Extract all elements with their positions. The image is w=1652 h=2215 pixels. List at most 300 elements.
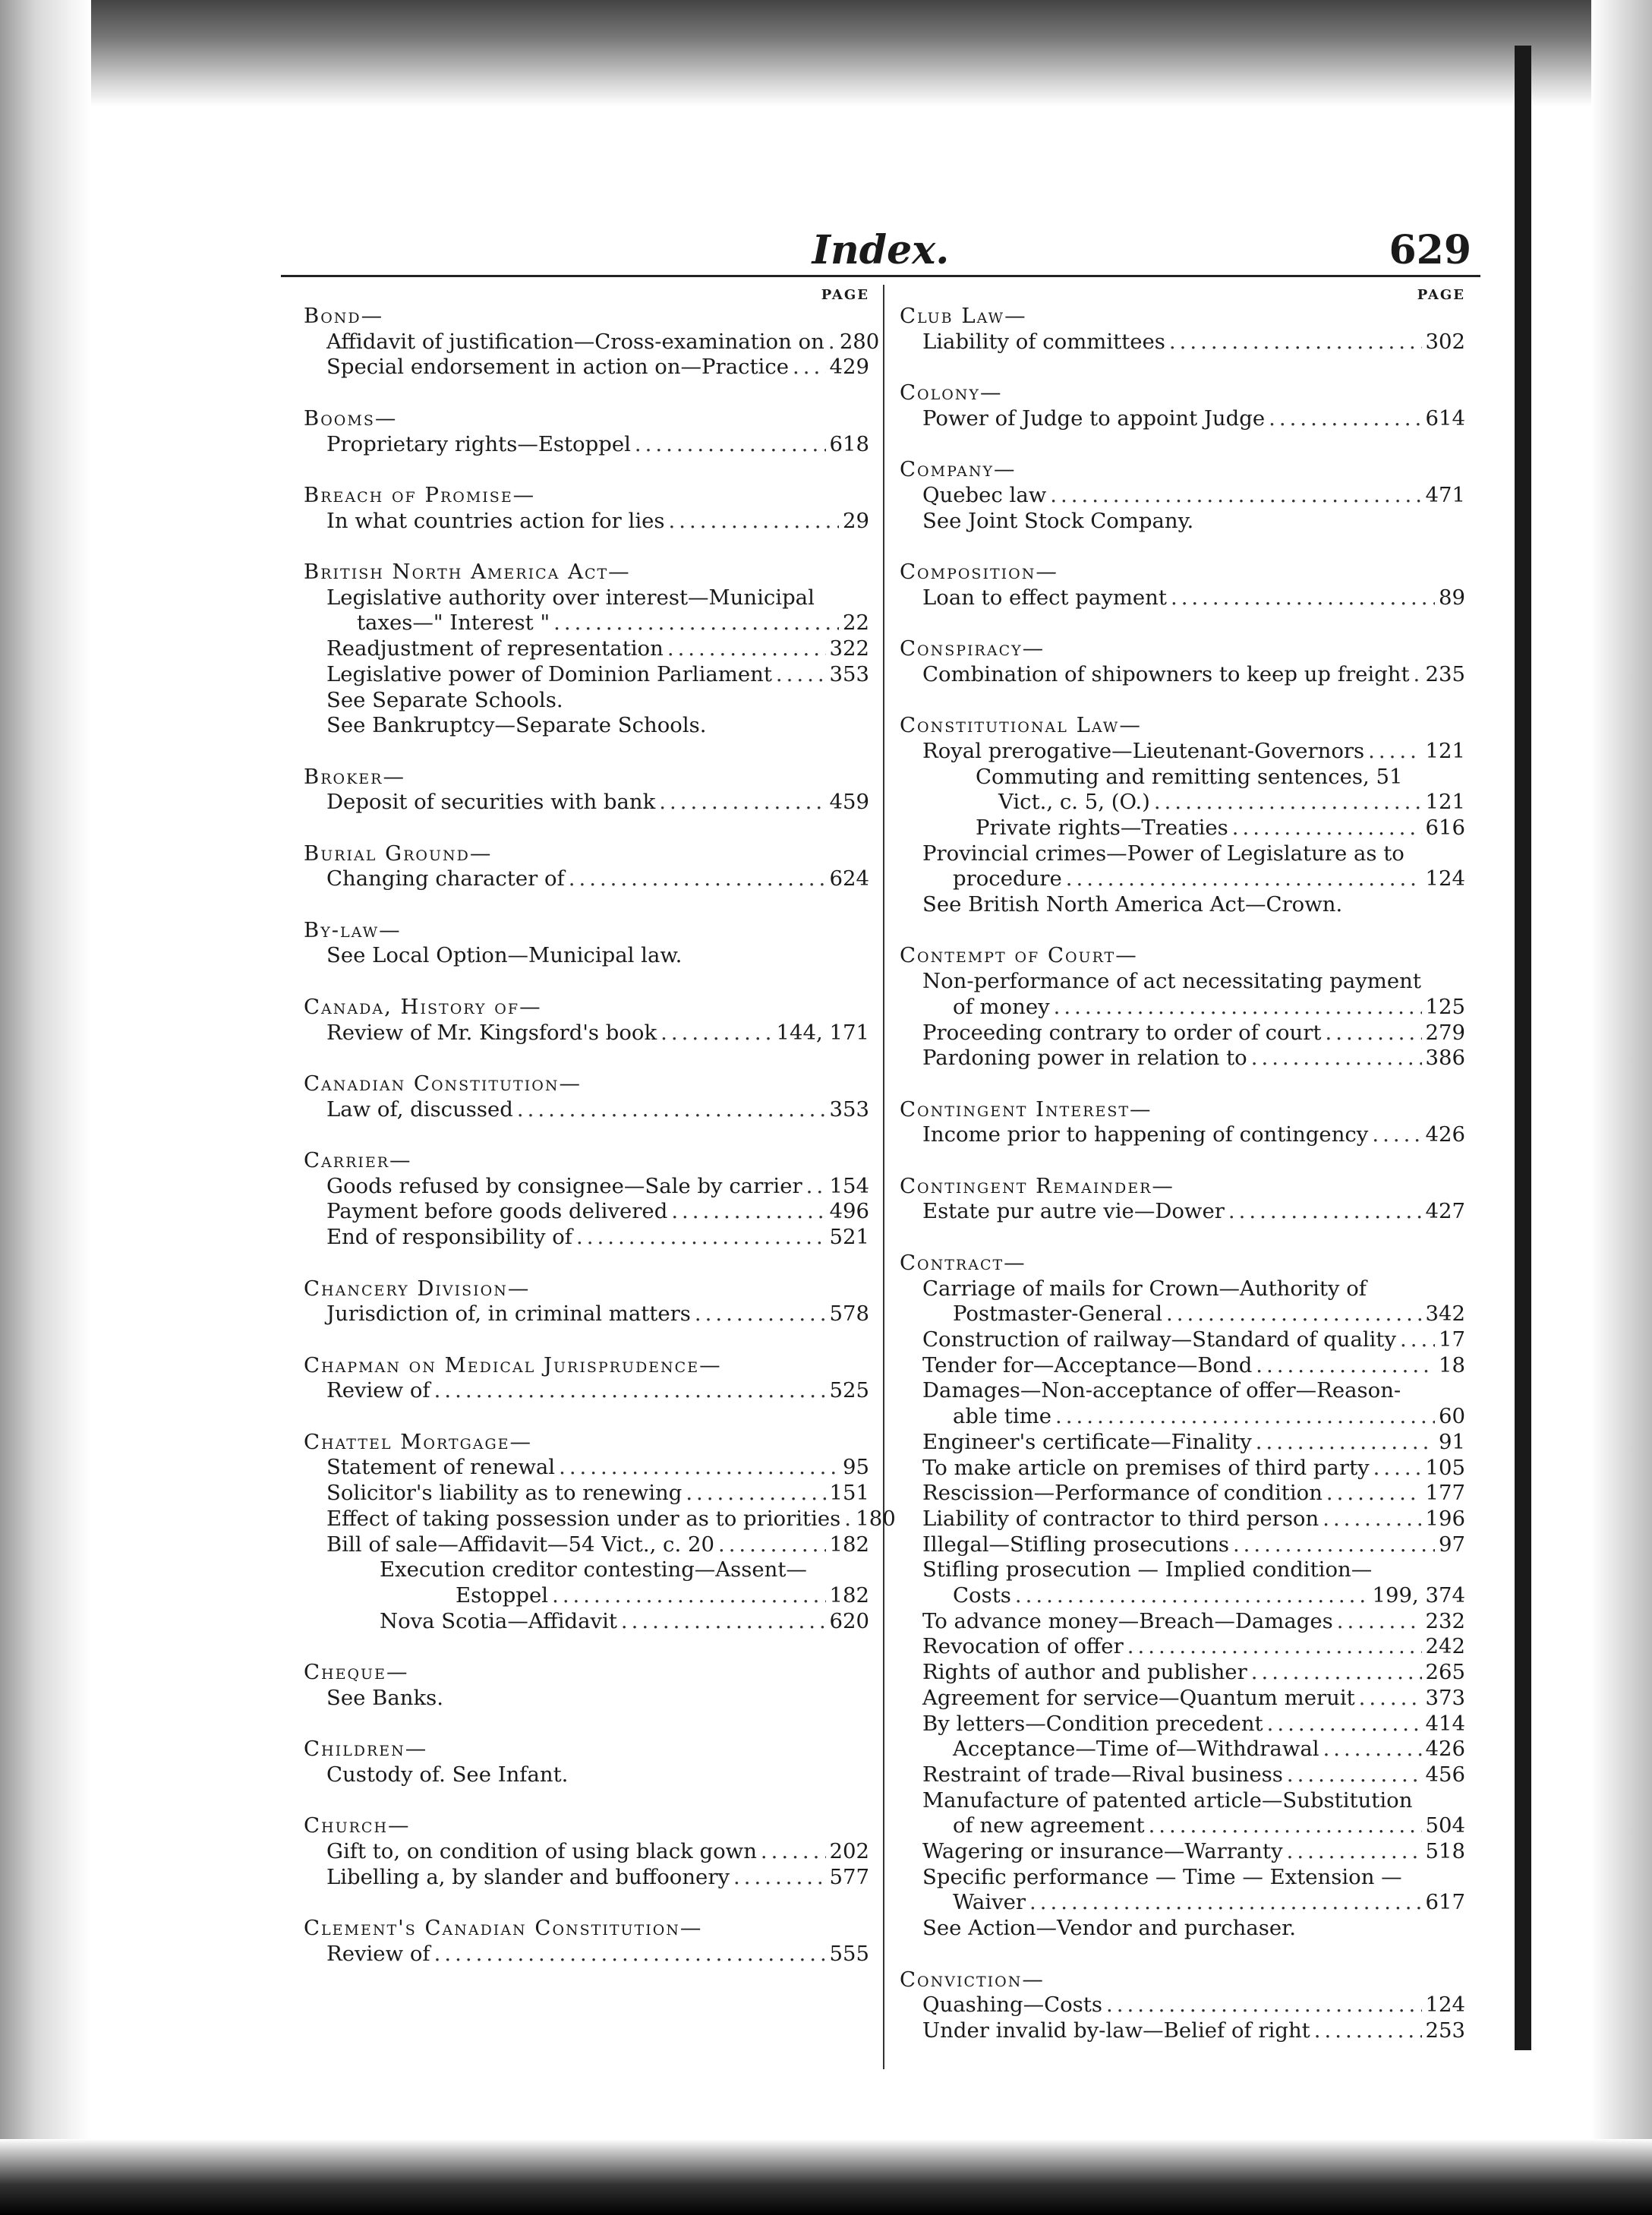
index-line — [304, 1481, 869, 1507]
index-entry — [304, 995, 869, 1046]
index-entry — [900, 304, 1465, 355]
entry-spacer — [900, 1148, 1465, 1174]
index-page-ref: 151 — [829, 1481, 869, 1506]
index-heading: Breach of Promise— — [304, 482, 536, 507]
index-page-ref: 504 — [1425, 1813, 1465, 1838]
index-entry — [304, 1071, 869, 1122]
dot-leader — [1323, 1507, 1421, 1532]
index-line — [900, 330, 1465, 355]
dot-leader — [1171, 585, 1435, 611]
index-page-ref: 202 — [829, 1838, 869, 1863]
index-entry — [304, 406, 869, 457]
index-page-ref: 518 — [1425, 1839, 1465, 1864]
index-page-ref: 456 — [1425, 1762, 1465, 1787]
index-page-ref: 426 — [1425, 1737, 1465, 1762]
dot-leader — [1325, 1021, 1421, 1046]
index-line-text: Costs — [953, 1583, 1011, 1608]
index-line — [900, 892, 1465, 918]
index-line — [304, 1378, 869, 1404]
index-line — [900, 790, 1465, 816]
dot-leader — [1372, 1122, 1421, 1148]
index-page-ref: 265 — [1425, 1660, 1465, 1685]
book-spine-shadow — [1515, 46, 1531, 2050]
index-line-text: Nova Scotia—Affidavit — [380, 1608, 617, 1633]
entry-spacer — [304, 1634, 869, 1660]
index-line-text: Solicitor's liability as to renewing — [326, 1481, 683, 1506]
scan-edge-right — [1591, 0, 1652, 2215]
index-line-text: Bill of sale—Affidavit—54 Vict., c. 20 — [326, 1532, 714, 1557]
index-line — [900, 662, 1465, 688]
index-line-text: Review of — [326, 1378, 430, 1403]
index-line-text: End of responsibility of — [326, 1225, 572, 1250]
index-line-text: To make article on premises of third party — [922, 1455, 1370, 1480]
dot-leader — [686, 1481, 825, 1507]
index-line-text: Special endorsement in action on—Practice — [326, 355, 790, 380]
dot-leader — [1166, 1302, 1421, 1327]
entry-spacer — [304, 534, 869, 560]
index-line-text: Construction of railway—Standard of quality — [922, 1327, 1397, 1352]
index-heading: Contempt of Court— — [900, 943, 1138, 968]
index-line — [900, 765, 1465, 790]
index-line-text: See Joint Stock Company. — [922, 508, 1194, 533]
index-line-text: Liability of contractor to third person — [922, 1506, 1319, 1531]
scan-edge-bottom — [0, 2139, 1652, 2215]
index-line — [900, 1788, 1465, 1814]
index-line-text: By letters—Condition precedent — [922, 1711, 1263, 1736]
index-line — [304, 509, 869, 535]
index-line — [900, 1532, 1465, 1558]
index-line-text: Royal prerogative—Lieutenant-Governors — [922, 738, 1365, 763]
left-entries — [304, 304, 896, 1967]
index-line-text: Vict., c. 5, (O.) — [998, 790, 1150, 815]
index-line-text: See British North America Act—Crown. — [922, 892, 1343, 917]
index-line-text: Review of — [326, 1941, 430, 1966]
index-line-text: Waiver — [953, 1890, 1026, 1915]
index-entry — [304, 1916, 869, 1967]
index-entry — [900, 1097, 1465, 1148]
index-heading: Children— — [304, 1737, 428, 1762]
index-line — [304, 1686, 869, 1712]
index-line-text: Manufacture of patented article—Substitution — [922, 1787, 1413, 1813]
index-heading: Company— — [900, 457, 1017, 482]
index-page-ref: 121 — [1425, 790, 1465, 815]
index-line-text: Loan to effect payment — [922, 585, 1167, 610]
index-heading: Contract— — [900, 1250, 1026, 1275]
index-line — [900, 1122, 1465, 1148]
dot-leader — [552, 1583, 825, 1609]
index-line-text: Readjustment of representation — [326, 636, 664, 661]
index-page-ref: 373 — [1425, 1685, 1465, 1710]
dot-leader — [569, 866, 826, 892]
index-heading: British North America Act— — [304, 559, 631, 584]
index-page-ref: 22 — [843, 611, 869, 636]
index-page-ref: 617 — [1425, 1890, 1465, 1915]
index-line-text: Review of Mr. Kingsford's book — [326, 1020, 657, 1045]
index-line-text: Estoppel — [456, 1582, 549, 1608]
entry-spacer — [900, 355, 1465, 380]
entry-spacer — [304, 739, 869, 765]
index-heading: Contingent Interest— — [900, 1096, 1152, 1122]
index-line-text: See Separate Schools. — [326, 687, 563, 712]
dot-leader — [1256, 1353, 1435, 1379]
index-line-text: Power of Judge to appoint Judge — [922, 405, 1266, 431]
entry-spacer — [304, 1711, 869, 1737]
index-entry — [304, 918, 869, 969]
index-line — [900, 1302, 1465, 1327]
index-line-text: Legislative power of Dominion Parliament — [326, 661, 772, 686]
entry-spacer — [304, 816, 869, 841]
index-page-ref: 616 — [1425, 815, 1465, 840]
entry-spacer — [900, 1942, 1465, 1967]
page-column-label: PAGE — [821, 287, 869, 303]
index-page-ref: 17 — [1439, 1327, 1465, 1352]
dot-leader — [733, 1865, 826, 1891]
dot-leader — [1106, 1993, 1422, 2018]
index-line-text: Specific performance — Time — Extension — — [922, 1864, 1402, 1889]
index-line-text: Under invalid by-law—Belief of right — [922, 2018, 1310, 2043]
index-line-text: Tender for—Acceptance—Bond — [922, 1352, 1253, 1377]
scan-edge-left — [0, 0, 91, 2215]
dot-leader — [1066, 866, 1422, 892]
index-line — [304, 1174, 869, 1200]
entry-spacer — [304, 1251, 869, 1276]
index-entry — [304, 1660, 869, 1711]
dot-leader — [1251, 1046, 1422, 1071]
dot-leader — [1267, 1712, 1422, 1737]
index-page-ref: 386 — [1425, 1046, 1465, 1071]
index-page-ref: 342 — [1425, 1302, 1465, 1327]
index-page-ref: 322 — [829, 636, 869, 661]
index-page-ref: 242 — [1425, 1634, 1465, 1659]
dot-leader — [776, 662, 826, 688]
index-heading: Broker— — [304, 764, 405, 789]
dot-leader — [671, 1199, 825, 1225]
index-line-text: Proprietary rights—Estoppel — [326, 431, 631, 456]
index-line — [900, 1021, 1465, 1046]
scan-edge-top — [91, 0, 1591, 106]
index-line — [900, 1404, 1465, 1430]
entry-spacer — [900, 1225, 1465, 1251]
index-line-text: Law of, discussed — [326, 1096, 513, 1122]
index-line — [900, 1609, 1465, 1635]
index-page-ref: 521 — [829, 1225, 869, 1250]
index-line — [900, 1916, 1465, 1942]
index-line-text: Liability of committees — [922, 329, 1165, 354]
index-entry — [900, 560, 1465, 611]
index-column-left — [304, 287, 896, 1967]
index-page-ref: 614 — [1425, 405, 1465, 431]
dot-leader — [621, 1609, 826, 1635]
index-heading: Canadian Constitution— — [304, 1071, 582, 1096]
index-page-ref: 180 — [856, 1506, 896, 1531]
index-line-text: See Bankruptcy—Separate Schools. — [326, 713, 707, 738]
index-heading: Constitutional Law— — [900, 713, 1142, 738]
index-page-ref: 124 — [1425, 1993, 1465, 2018]
dot-leader — [1287, 1839, 1422, 1865]
page-header — [281, 224, 1480, 277]
index-line-text: taxes—" Interest " — [357, 611, 550, 636]
index-heading: Canada, History of— — [304, 994, 542, 1019]
dot-leader — [1127, 1634, 1422, 1660]
index-heading: Cheque— — [304, 1660, 409, 1685]
index-line-text: Carriage of mails for Crown—Authority of — [922, 1276, 1367, 1301]
index-page-ref: 353 — [829, 661, 869, 686]
index-line-text: Agreement for service—Quantum meruit — [922, 1685, 1355, 1710]
index-heading: Bond— — [304, 304, 384, 328]
index-page-ref: 182 — [829, 1532, 869, 1557]
index-heading: Church— — [304, 1813, 411, 1838]
dot-leader — [553, 611, 839, 636]
index-line-text: of new agreement — [953, 1813, 1145, 1838]
index-line — [304, 636, 869, 662]
dot-leader — [559, 1455, 839, 1481]
dot-leader — [1228, 1199, 1422, 1225]
index-line — [900, 969, 1465, 995]
index-line — [304, 713, 869, 739]
index-line — [304, 1583, 869, 1609]
index-page-ref: 496 — [829, 1199, 869, 1224]
dot-leader — [1287, 1762, 1422, 1788]
index-line — [900, 1737, 1465, 1762]
index-entry — [900, 713, 1465, 918]
index-page-ref: 427 — [1425, 1199, 1465, 1224]
index-heading: Conspiracy— — [900, 636, 1045, 661]
index-entry — [900, 1251, 1465, 1942]
index-line — [900, 1634, 1465, 1660]
index-line — [900, 995, 1465, 1021]
index-line-text: Private rights—Treaties — [976, 815, 1228, 840]
index-entry — [900, 636, 1465, 687]
index-line-text: Effect of taking possession under as to priorities — [326, 1506, 841, 1531]
index-line — [304, 1865, 869, 1891]
index-line — [304, 611, 869, 636]
index-line — [304, 866, 869, 892]
index-line — [304, 1762, 869, 1788]
index-line-text: Pardoning power in relation to — [922, 1046, 1247, 1071]
dot-leader — [1359, 1686, 1422, 1712]
dot-leader — [793, 355, 825, 380]
page-title: Index. — [812, 227, 950, 273]
dot-leader — [660, 1021, 772, 1046]
dot-leader — [1054, 995, 1422, 1021]
index-line-text: Quebec law — [922, 482, 1047, 507]
index-line — [900, 1993, 1465, 2018]
index-page-ref: 18 — [1439, 1352, 1465, 1377]
index-line — [304, 790, 869, 816]
dot-leader — [1414, 662, 1422, 688]
index-line-text: In what countries action for lies — [326, 508, 665, 533]
index-entry — [304, 1737, 869, 1787]
entry-spacer — [304, 457, 869, 483]
index-line — [900, 1430, 1465, 1456]
index-line-text: Income prior to happening of contingency — [922, 1122, 1369, 1147]
index-line-text: Quashing—Costs — [922, 1993, 1102, 2018]
index-page-ref: 577 — [829, 1864, 869, 1889]
index-entry — [900, 457, 1465, 534]
index-page-ref: 624 — [829, 866, 869, 891]
dot-leader — [1233, 1532, 1435, 1558]
index-page-ref: 97 — [1439, 1532, 1465, 1557]
dot-leader — [1400, 1327, 1435, 1353]
index-line — [304, 585, 869, 611]
index-line-text: Commuting and remitting sentences, 51 — [976, 764, 1403, 789]
index-line-text: Execution creditor contesting—Assent— — [380, 1557, 807, 1582]
index-line — [900, 509, 1465, 535]
index-line-text: Legislative authority over interest—Municipal — [326, 585, 815, 610]
index-page-ref: 618 — [829, 431, 869, 456]
index-heading: Chapman on Medical Jurisprudence— — [304, 1352, 722, 1377]
index-line — [900, 1378, 1465, 1404]
dot-leader — [1169, 330, 1422, 355]
index-line-text: Combination of shipowners to keep up freight — [922, 661, 1410, 686]
dot-leader — [669, 509, 839, 535]
entry-spacer — [304, 380, 869, 406]
header-rule — [281, 275, 1480, 277]
index-line-text: See Local Option—Municipal law. — [326, 943, 683, 968]
index-line — [900, 1456, 1465, 1481]
index-line-text: procedure — [953, 866, 1062, 891]
entry-spacer — [304, 892, 869, 918]
index-heading: Contingent Remainder— — [900, 1173, 1174, 1198]
dot-leader — [1326, 1481, 1422, 1507]
dot-leader — [667, 636, 826, 662]
index-line-text: Changing character of — [326, 866, 565, 891]
dot-leader — [761, 1839, 826, 1865]
index-heading: Carrier— — [304, 1148, 412, 1173]
page-column-label: PAGE — [1417, 287, 1465, 303]
index-page-ref: 253 — [1425, 2018, 1465, 2043]
index-line — [900, 585, 1465, 611]
index-line — [900, 1481, 1465, 1507]
index-entry — [304, 560, 869, 739]
index-entry — [304, 1429, 896, 1635]
index-page-ref: 414 — [1425, 1711, 1465, 1736]
index-line — [900, 1890, 1465, 1916]
index-line — [304, 1532, 869, 1558]
index-line — [304, 1097, 869, 1123]
index-line-text: of money — [953, 994, 1050, 1019]
index-column-right — [900, 287, 1465, 2044]
index-line-text: Deposit of securities with bank — [326, 790, 656, 815]
index-page-ref: 144, 171 — [776, 1020, 869, 1045]
index-line — [900, 739, 1465, 765]
index-entry — [304, 765, 869, 816]
index-page-ref: 95 — [843, 1455, 869, 1480]
index-line — [900, 1199, 1465, 1225]
index-page-ref: 525 — [829, 1378, 869, 1403]
dot-leader — [1029, 1890, 1421, 1916]
dot-leader — [828, 330, 836, 355]
index-page-ref: 154 — [829, 1173, 869, 1198]
index-page-ref: 279 — [1425, 1020, 1465, 1045]
index-line — [900, 1583, 1465, 1609]
dot-leader — [635, 432, 826, 458]
index-line — [304, 662, 869, 688]
dot-leader — [1055, 1404, 1435, 1430]
index-line — [304, 1455, 869, 1481]
index-line-text: Gift to, on condition of using black gown — [326, 1838, 757, 1863]
index-heading: Booms— — [304, 405, 398, 431]
dot-leader — [695, 1302, 826, 1327]
index-line-text: Damages—Non-acceptance of offer—Reason- — [922, 1378, 1401, 1403]
index-heading: Conviction— — [900, 1967, 1045, 1992]
index-page-ref: 302 — [1425, 329, 1465, 354]
index-line — [900, 2018, 1465, 2044]
index-line-text: Statement of renewal — [326, 1455, 556, 1480]
index-line — [900, 1839, 1465, 1865]
index-line — [900, 1327, 1465, 1353]
index-line — [900, 1046, 1465, 1071]
index-line-text: Estate pur autre vie—Dower — [922, 1199, 1225, 1224]
index-line-text: Wagering or insurance—Warranty — [922, 1839, 1283, 1864]
index-line — [900, 1276, 1465, 1302]
index-entry — [900, 1174, 1465, 1225]
right-entries — [900, 304, 1465, 2044]
column-divider — [883, 285, 884, 2069]
entry-spacer — [304, 969, 869, 995]
index-line — [900, 1865, 1465, 1891]
entry-spacer — [304, 1890, 869, 1916]
index-line-text: Restraint of trade—Rival business — [922, 1762, 1283, 1787]
index-page-ref: 91 — [1439, 1429, 1465, 1454]
index-heading: Colony— — [900, 380, 1003, 405]
index-heading: Burial Ground— — [304, 841, 493, 866]
index-line — [900, 866, 1465, 892]
index-entry — [304, 304, 880, 380]
dot-leader — [1256, 1430, 1435, 1456]
index-heading: Club Law— — [900, 304, 1027, 328]
dot-leader — [434, 1378, 826, 1404]
index-line — [304, 1839, 869, 1865]
index-page-ref: 620 — [829, 1608, 869, 1633]
index-line-text: Goods refused by consignee—Sale by carrier — [326, 1173, 802, 1198]
index-line — [304, 1225, 869, 1251]
dot-leader — [1314, 2018, 1422, 2044]
index-page-ref: 426 — [1425, 1122, 1465, 1147]
index-page-ref: 459 — [829, 790, 869, 815]
index-page-ref: 121 — [1425, 738, 1465, 763]
dot-leader — [1323, 1737, 1422, 1762]
index-line — [900, 406, 1465, 432]
index-line — [900, 1557, 1465, 1583]
index-page-ref: 177 — [1425, 1481, 1465, 1506]
page-number: 629 — [1389, 227, 1471, 273]
entry-spacer — [304, 1046, 869, 1071]
index-page-ref: 89 — [1439, 585, 1465, 610]
entry-spacer — [304, 1327, 869, 1353]
index-line-text: Payment before goods delivered — [326, 1199, 668, 1224]
index-page-ref: 429 — [829, 355, 869, 380]
index-page-ref: 578 — [829, 1302, 869, 1327]
index-line — [304, 1506, 896, 1532]
index-line — [304, 1021, 869, 1046]
index-page-ref: 125 — [1425, 994, 1465, 1019]
index-line — [304, 1557, 869, 1583]
entry-spacer — [900, 432, 1465, 458]
index-line — [304, 355, 869, 380]
index-entry — [304, 841, 869, 892]
index-line — [900, 483, 1465, 509]
entry-spacer — [900, 687, 1465, 713]
index-line-text: Jurisdiction of, in criminal matters — [326, 1302, 691, 1327]
dot-leader — [1269, 406, 1421, 432]
index-line — [304, 688, 869, 714]
index-line-text: See Banks. — [326, 1685, 443, 1710]
entry-spacer — [900, 534, 1465, 560]
index-line — [900, 1712, 1465, 1737]
index-line — [304, 1302, 869, 1327]
index-entry — [900, 943, 1465, 1071]
